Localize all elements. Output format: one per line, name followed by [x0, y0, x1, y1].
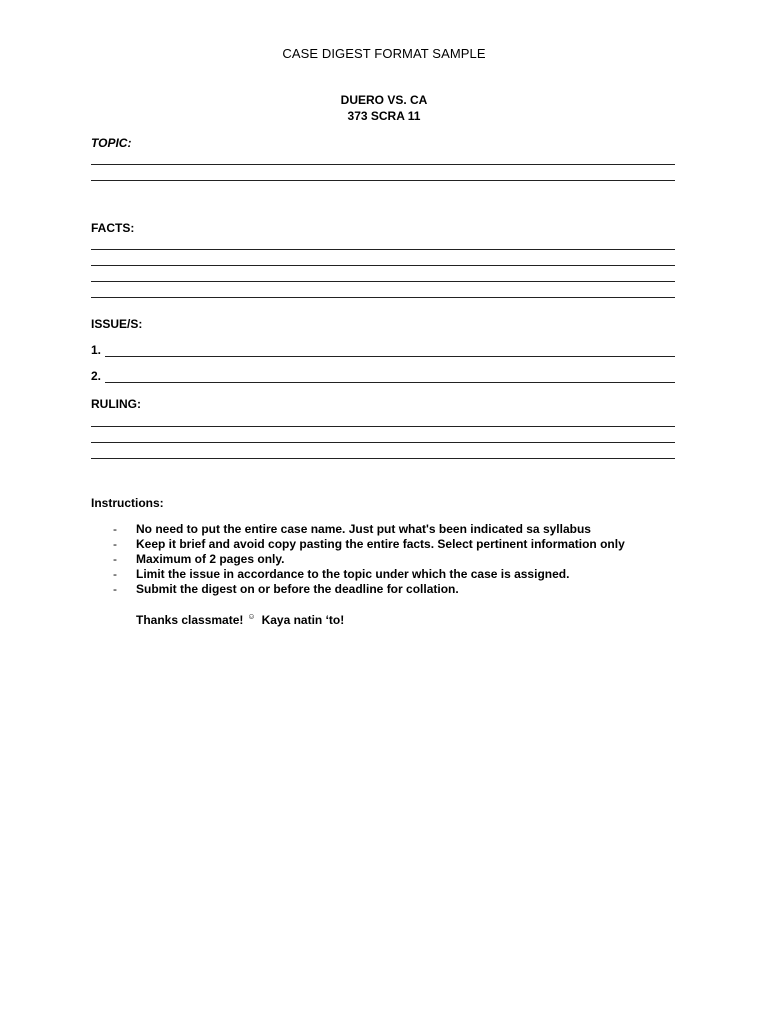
- bullet-dash: -: [113, 552, 117, 566]
- list-item: [91, 537, 691, 552]
- ruling-label: RULING:: [91, 397, 141, 411]
- bullet-dash: -: [113, 522, 117, 536]
- issue-number: 1.: [91, 343, 102, 357]
- closing-note: [136, 612, 344, 627]
- instructions-title: Instructions:: [91, 496, 164, 510]
- bullet-dash: -: [113, 567, 117, 581]
- issue-line-1: [91, 343, 675, 359]
- instructions-list: [91, 522, 691, 597]
- topic-blank-line: [91, 180, 675, 181]
- closing-text: Kaya natin ‘to!: [261, 613, 345, 627]
- topic-blank-line: [91, 164, 675, 165]
- ruling-blank-line: [91, 442, 675, 443]
- facts-blank-line: [91, 265, 675, 266]
- instruction-text: No need to put the entire case name. Just put what's been indicated sa syllabus: [136, 522, 591, 536]
- instruction-text: Keep it brief and avoid copy pasting the entire facts. Select pertinent information only: [136, 537, 625, 551]
- case-citation: 373 SCRA 11: [347, 109, 421, 123]
- instruction-text: Maximum of 2 pages only.: [136, 552, 285, 566]
- instruction-text: Limit the issue in accordance to the topic under which the case is assigned.: [136, 567, 570, 581]
- issue-blank-line: [105, 382, 675, 383]
- instruction-text: Submit the digest on or before the deadline for collation.: [136, 582, 459, 596]
- issue-line-2: [91, 369, 675, 385]
- list-item: [91, 567, 691, 582]
- facts-label: FACTS:: [91, 221, 135, 235]
- smiley-icon: ☺: [247, 612, 256, 621]
- ruling-blank-line: [91, 426, 675, 427]
- issues-label: ISSUE/S:: [91, 317, 143, 331]
- facts-blank-line: [91, 281, 675, 282]
- bullet-dash: -: [113, 537, 117, 551]
- issue-number: 2.: [91, 369, 102, 383]
- list-item: [91, 582, 691, 597]
- facts-blank-line: [91, 297, 675, 298]
- thanks-text: Thanks classmate!: [136, 613, 244, 627]
- ruling-blank-line: [91, 458, 675, 459]
- case-name: DUERO VS. CA: [340, 93, 428, 107]
- list-item: [91, 552, 691, 567]
- issue-blank-line: [105, 356, 675, 357]
- facts-blank-line: [91, 249, 675, 250]
- topic-label: TOPIC:: [91, 136, 132, 150]
- bullet-dash: -: [113, 582, 117, 596]
- list-item: [91, 522, 691, 537]
- document-title: CASE DIGEST FORMAT SAMPLE: [282, 46, 486, 61]
